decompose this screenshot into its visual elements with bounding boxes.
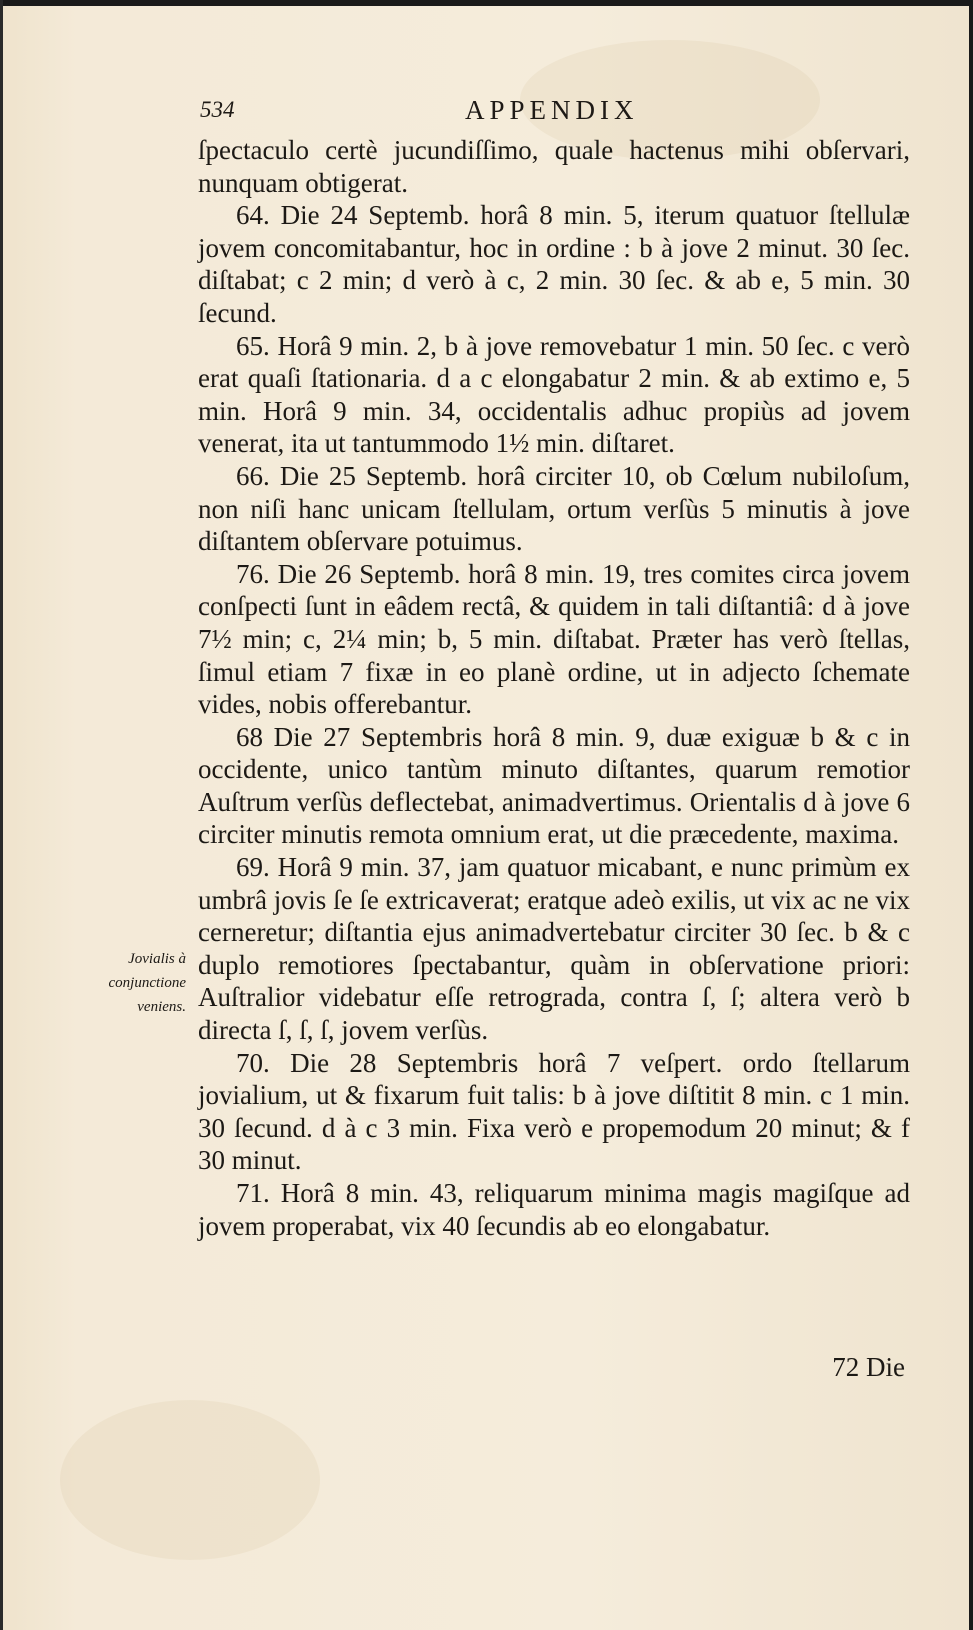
page-header	[200, 93, 910, 129]
margin-note-line: Jovialis à	[128, 951, 186, 967]
paragraph-65: 65. Horâ 9 min. 2, b à jove removebatur 1 min. 50 ſec. c verò erat quaſi ſtationaria. d a c elongabatur 2 min. & ab extimo e, 5 min. Horâ 9 min. 34, occidentalis adhuc propiùs ad jovem venerat, ita ut tantummodo 1½ min. diſtaret.	[198, 330, 910, 459]
scan-border-left	[0, 0, 3, 1630]
paragraph-continuation: ſpectaculo certè jucundiſſimo, quale hactenus mihi obſervari, nunquam obtigerat.	[198, 135, 910, 198]
paragraph-71: 71. Horâ 8 min. 43, reliquarum minima magis magiſque ad jovem properabat, vix 40 ſecundis ab eo elongabatur.	[198, 1178, 910, 1241]
catchword: 72 Die	[832, 1352, 905, 1382]
margin-note-line: conjunctione	[108, 975, 186, 991]
paragraph-70: 70. Die 28 Septembris horâ 7 veſpert. ordo ſtellarum jovialium, ut & fixarum fuit talis: b à jove diſtitit 8 min. c 1 min. 30 ſecund. d à c 3 min. Fixa verò e propemodum 20 minut; & f 30 minut.	[198, 1047, 910, 1176]
margin-note	[96, 947, 186, 1019]
scan-border-top	[0, 0, 973, 6]
scan-border-right	[969, 0, 973, 1630]
running-head: APPENDIX	[465, 95, 639, 125]
paper-stain	[60, 1400, 320, 1560]
paragraph-68: 68 Die 27 Septembris horâ 8 min. 9, duæ exiguæ b & c in occidente, unico tantùm minuto diſtantes, quarum remotior Auſtrum verſùs deflectebat, animadvertimus. Orientalis d à jove 6 circiter minutis remota omnium erat, ut die præcedente, maxima.	[198, 721, 910, 850]
margin-note-line: veniens.	[137, 999, 186, 1015]
main-text	[198, 134, 910, 1242]
paragraph-69: 69. Horâ 9 min. 37, jam quatuor micabant, e nunc primùm ex umbrâ jovis ſe ſe extricaverat; eratque adeò exilis, ut vix ac ne vix cerneretur; diſtantia ejus animadvertebatur circiter 30 ſec. b & c duplo remotiores ſpectabantur, quàm in obſervatione priori: Auſtralior videbatur eſſe retrograda, contra ſ, ſ; altera verò b directa ſ, ſ, ſ, jovem verſùs.	[198, 852, 910, 1046]
paragraph-64: 64. Die 24 Septemb. horâ 8 min. 5, iterum quatuor ſtellulæ jovem concomitabantur, hoc in ordine : b à jove 2 minut. 30 ſec. diſtabat; c 2 min; d verò à c, 2 min. 30 ſec. & ab e, 5 min. 30 ſecund.	[198, 200, 910, 328]
paragraph-76: 76. Die 26 Septemb. horâ 8 min. 19, tres comites circa jovem conſpecti ſunt in eâdem rectâ, & quidem in tali diſtantiâ: d à jove 7½ min; c, 2¼ min; b, 5 min. diſtabat. Præter has verò ſtellas, ſimul etiam 7 fixæ in eo planè ordine, ut in adjecto ſchemate vides, nobis offerebantur.	[198, 558, 910, 720]
paragraph-66: 66. Die 25 Septemb. horâ circiter 10, ob Cœlum nubiloſum, non niſi hanc unicam ſtellulam, ortum verſùs 5 minutis à jove diſtantem obſervare potuimus.	[198, 460, 910, 557]
page-number: 534	[200, 97, 235, 122]
